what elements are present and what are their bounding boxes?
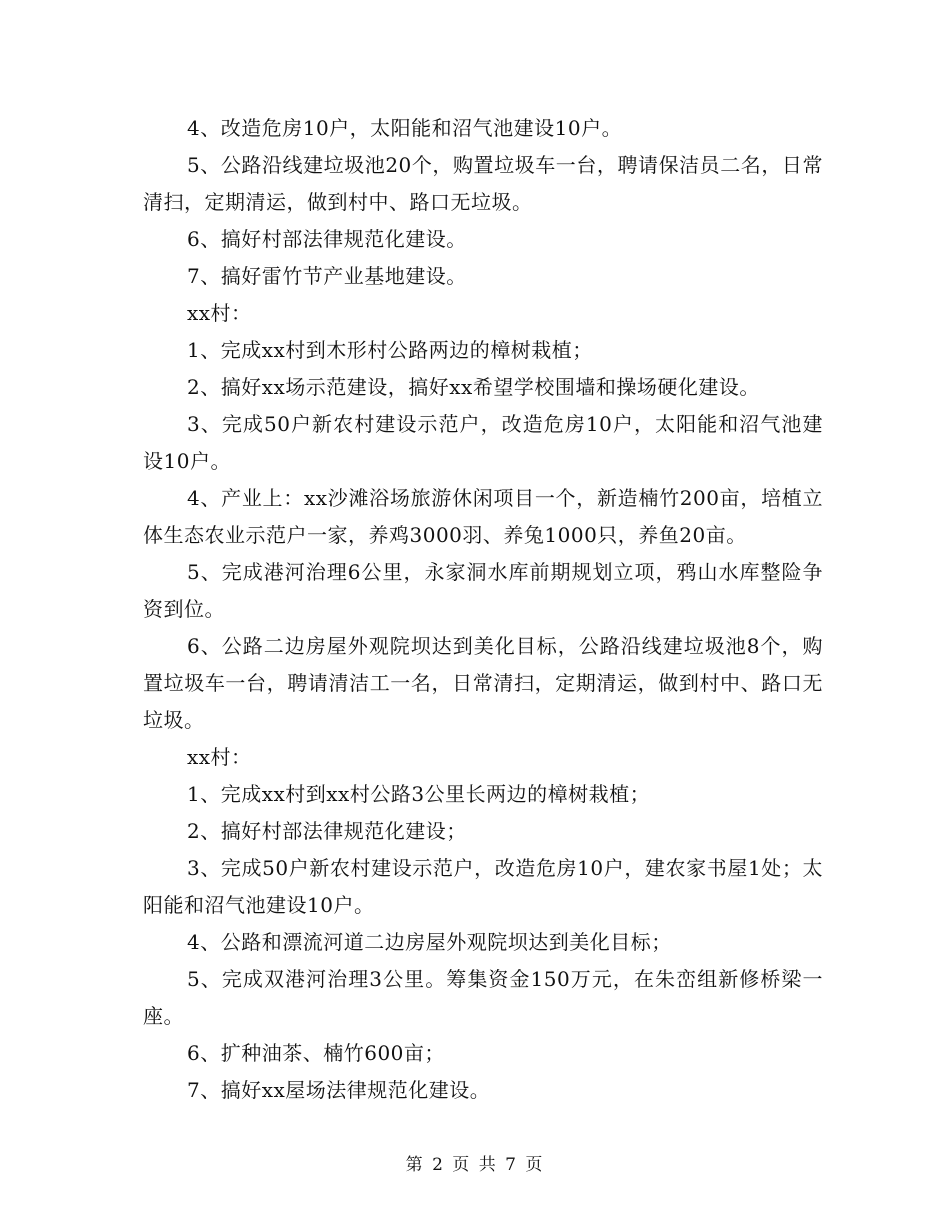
footer-total-pages: 7	[505, 1155, 518, 1175]
paragraph: 1、完成xx村到木形村公路两边的樟树栽植；	[187, 338, 593, 362]
paragraph: 2、搞好村部法律规范化建设；	[187, 819, 467, 843]
village-heading: xx村：	[187, 745, 252, 769]
footer-prefix: 第	[405, 1155, 425, 1175]
paragraph: 6、公路二边房屋外观院坝达到美化目标，公路沿线建垃圾池8个，购置垃圾车一台，聘请清洁工一名，日常清扫，定期清运，做到村中、路口无垃圾。	[143, 634, 823, 732]
footer-middle: 页 共	[452, 1155, 498, 1175]
paragraph: 1、完成xx村到xx村公路3公里长两边的樟树栽植；	[187, 782, 651, 806]
footer-suffix: 页	[525, 1155, 545, 1175]
paragraph: 4、改造危房10户，太阳能和沼气池建设10户。	[187, 116, 623, 140]
paragraph: 6、搞好村部法律规范化建设。	[187, 227, 467, 251]
paragraph: 6、扩种油茶、楠竹600亩；	[187, 1041, 445, 1065]
paragraph: 5、完成双港河治理3公里。筹集资金150万元，在朱峦组新修桥梁一座。	[143, 967, 823, 1028]
paragraph: 3、完成50户新农村建设示范户，改造危房10户，建农家书屋1处；太阳能和沼气池建设10户。	[143, 856, 823, 917]
paragraph: 4、公路和漂流河道二边房屋外观院坝达到美化目标；	[187, 930, 672, 954]
paragraph: 7、搞好xx屋场法律规范化建设。	[187, 1078, 491, 1102]
document-body	[143, 110, 823, 1109]
paragraph: 2、搞好xx场示范建设，搞好xx希望学校围墙和操场硬化建设。	[187, 375, 760, 399]
paragraph: 7、搞好雷竹节产业基地建设。	[187, 264, 467, 288]
paragraph: 5、完成港河治理6公里，永家洞水库前期规划立项，鸦山水库整险争资到位。	[143, 560, 823, 621]
footer-page-number: 2	[432, 1155, 445, 1175]
paragraph: 4、产业上：xx沙滩浴场旅游休闲项目一个，新造楠竹200亩，培植立体生态农业示范户一家，养鸡3000羽、养兔1000只，养鱼20亩。	[143, 486, 823, 547]
page-footer	[0, 1153, 950, 1177]
paragraph: 3、完成50户新农村建设示范户，改造危房10户，太阳能和沼气池建设10户。	[143, 412, 823, 473]
village-heading: xx村：	[187, 301, 252, 325]
paragraph: 5、公路沿线建垃圾池20个，购置垃圾车一台，聘请保洁员二名，日常清扫，定期清运，做到村中、路口无垃圾。	[143, 153, 823, 214]
